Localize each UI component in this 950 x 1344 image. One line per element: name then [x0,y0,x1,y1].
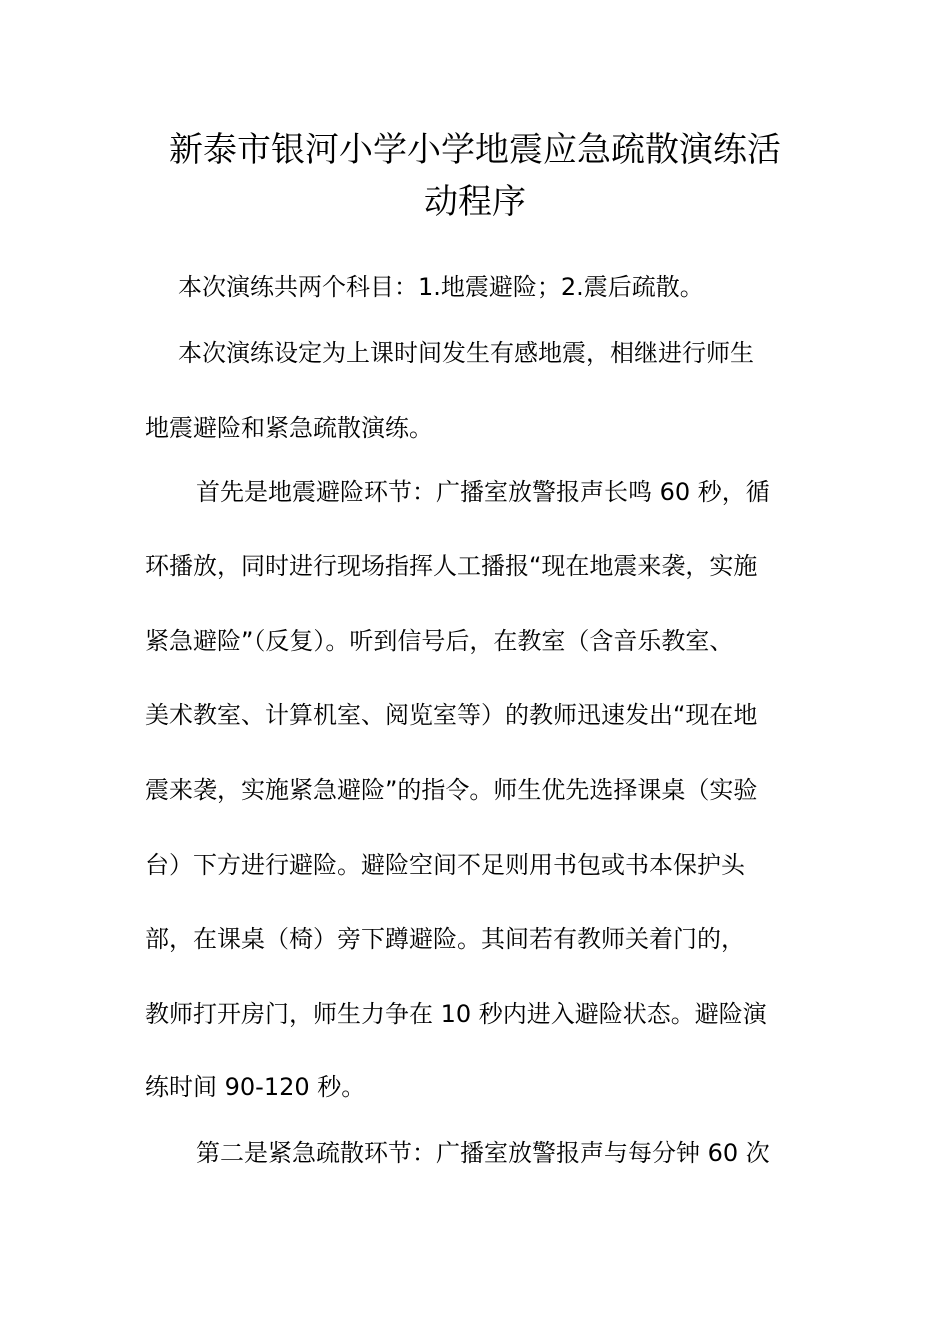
paragraph-4-line-1: 第二是紧急疏散环节：广播室放警报声与每分钟 60 次 [196,1139,770,1167]
document-title-line-1: 新泰市银河小学小学地震应急疏散演练活 [169,130,781,170]
paragraph-3-line-4: 美术教室、计算机室、阅览室等）的教师迅速发出“现在地 [145,701,758,729]
paragraph-3-line-9: 练时间 90-120 秒。 [145,1073,366,1101]
paragraph-1-line-1: 本次演练共两个科目：1.地震避险；2.震后疏散。 [178,273,704,301]
paragraph-3-line-2: 环播放，同时进行现场指挥人工播报“现在地震来袭，实施 [145,552,758,580]
paragraph-3-line-8: 教师打开房门，师生力争在 10 秒内进入避险状态。避险演 [145,1000,767,1028]
paragraph-3-line-3: 紧急避险”（反复）。听到信号后，在教室（含音乐教室、 [145,627,734,655]
document-title-line-2: 动程序 [424,182,526,222]
paragraph-2-line-1: 本次演练设定为上课时间发生有感地震，相继进行师生 [178,339,754,367]
paragraph-3-line-6: 台）下方进行避险。避险空间不足则用书包或书本保护头 [145,851,745,879]
paragraph-3-line-7: 部，在课桌（椅）旁下蹲避险。其间若有教师关着门的， [145,925,745,953]
paragraph-3-line-1: 首先是地震避险环节：广播室放警报声长鸣 60 秒，循 [196,478,770,506]
paragraph-2-line-2: 地震避险和紧急疏散演练。 [145,414,433,442]
paragraph-3-line-5: 震来袭，实施紧急避险”的指令。师生优先选择课桌（实验 [145,776,758,804]
